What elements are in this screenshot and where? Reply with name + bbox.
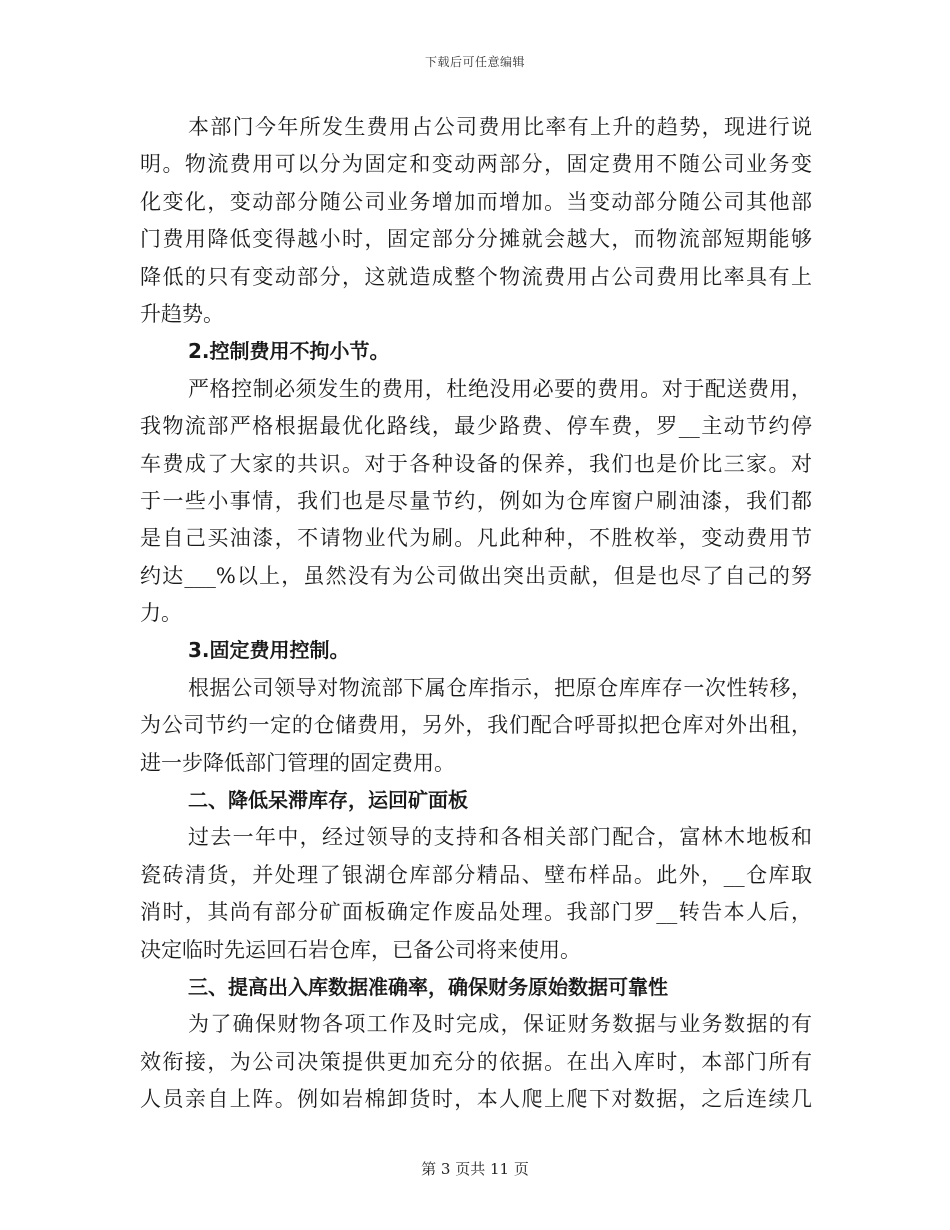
text-line: 效衔接，为公司决策提供更加充分的依据。在出入库时，本部门所有 [140,1049,812,1074]
text-line: 根据公司领导对物流部下属仓库指示，把原仓库库存一次性转移， [188,675,812,700]
text-line: 人员亲自上阵。例如岩棉卸货时，本人爬上爬下对数据，之后连续几 [140,1087,812,1112]
section-heading: 二、降低呆滞库存，运回矿面板 [188,788,468,813]
text-line: 于一些小事情，我们也是尽量节约，例如为仓库窗户刷油漆，我们都 [140,488,812,513]
text-line: 是自己买油漆，不请物业代为刷。凡此种种，不胜枚举，变动费用节 [140,526,812,551]
text-line: 过去一年中，经过领导的支持和各相关部门配合，富林木地板和 [188,825,812,850]
text-line: 进一步降低部门管理的固定费用。 [140,750,455,775]
text-line: 本部门今年所发生费用占公司费用比率有上升的趋势，现进行说 [188,115,812,139]
text-line: 升趋势。 [140,301,224,326]
section-heading: 三、提高出入库数据准确率，确保财务原始数据可靠性 [188,974,668,999]
section-heading: 3.固定费用控制。 [188,638,350,663]
text-line: 为了确保财物各项工作及时完成，保证财务数据与业务数据的有 [188,1012,812,1037]
text-line: 化变化，变动部分随公司业务增加而增加。当变动部分随公司其他部 [140,189,812,214]
text-line: 消时，其尚有部分矿面板确定作废品处理。我部门罗__转告本人后， [140,900,812,925]
page-number: 第 3 页共 11 页 [421,1160,529,1178]
text-line: 门费用降低变得越小时，固定部分分摊就会越大，而物流部短期能够 [140,227,812,252]
text-line: 严格控制必须发生的费用，杜绝没用必要的费用。对于配送费用， [188,376,812,401]
text-line: 降低的只有变动部分，这就造成整个物流费用占公司费用比率具有上 [140,264,812,289]
text-line: 为公司节约一定的仓储费用，另外，我们配合呼哥拟把仓库对外出租， [140,713,812,738]
document-body [140,109,812,1119]
text-line: 明。物流费用可以分为固定和变动两部分，固定费用不随公司业务变 [140,152,812,177]
text-line: 车费成了大家的共识。对于各种设备的保养，我们也是价比三家。对 [140,451,812,476]
text-line: 决定临时先运回石岩仓库，已备公司将来使用。 [140,937,581,962]
text-line: 我物流部严格根据最优化路线，最少路费、停车费，罗__主动节约停 [140,414,812,439]
page-header: 下载后可任意编辑 [424,55,525,69]
text-line: 力。 [140,601,182,626]
section-heading: 2.控制费用不拘小节。 [188,339,390,364]
text-line: 瓷砖清货，并处理了银湖仓库部分精品、壁布样品。此外，__仓库取 [140,862,812,887]
text-line: 约达___%以上，虽然没有为公司做出突出贡献，但是也尽了自己的努 [140,563,812,588]
